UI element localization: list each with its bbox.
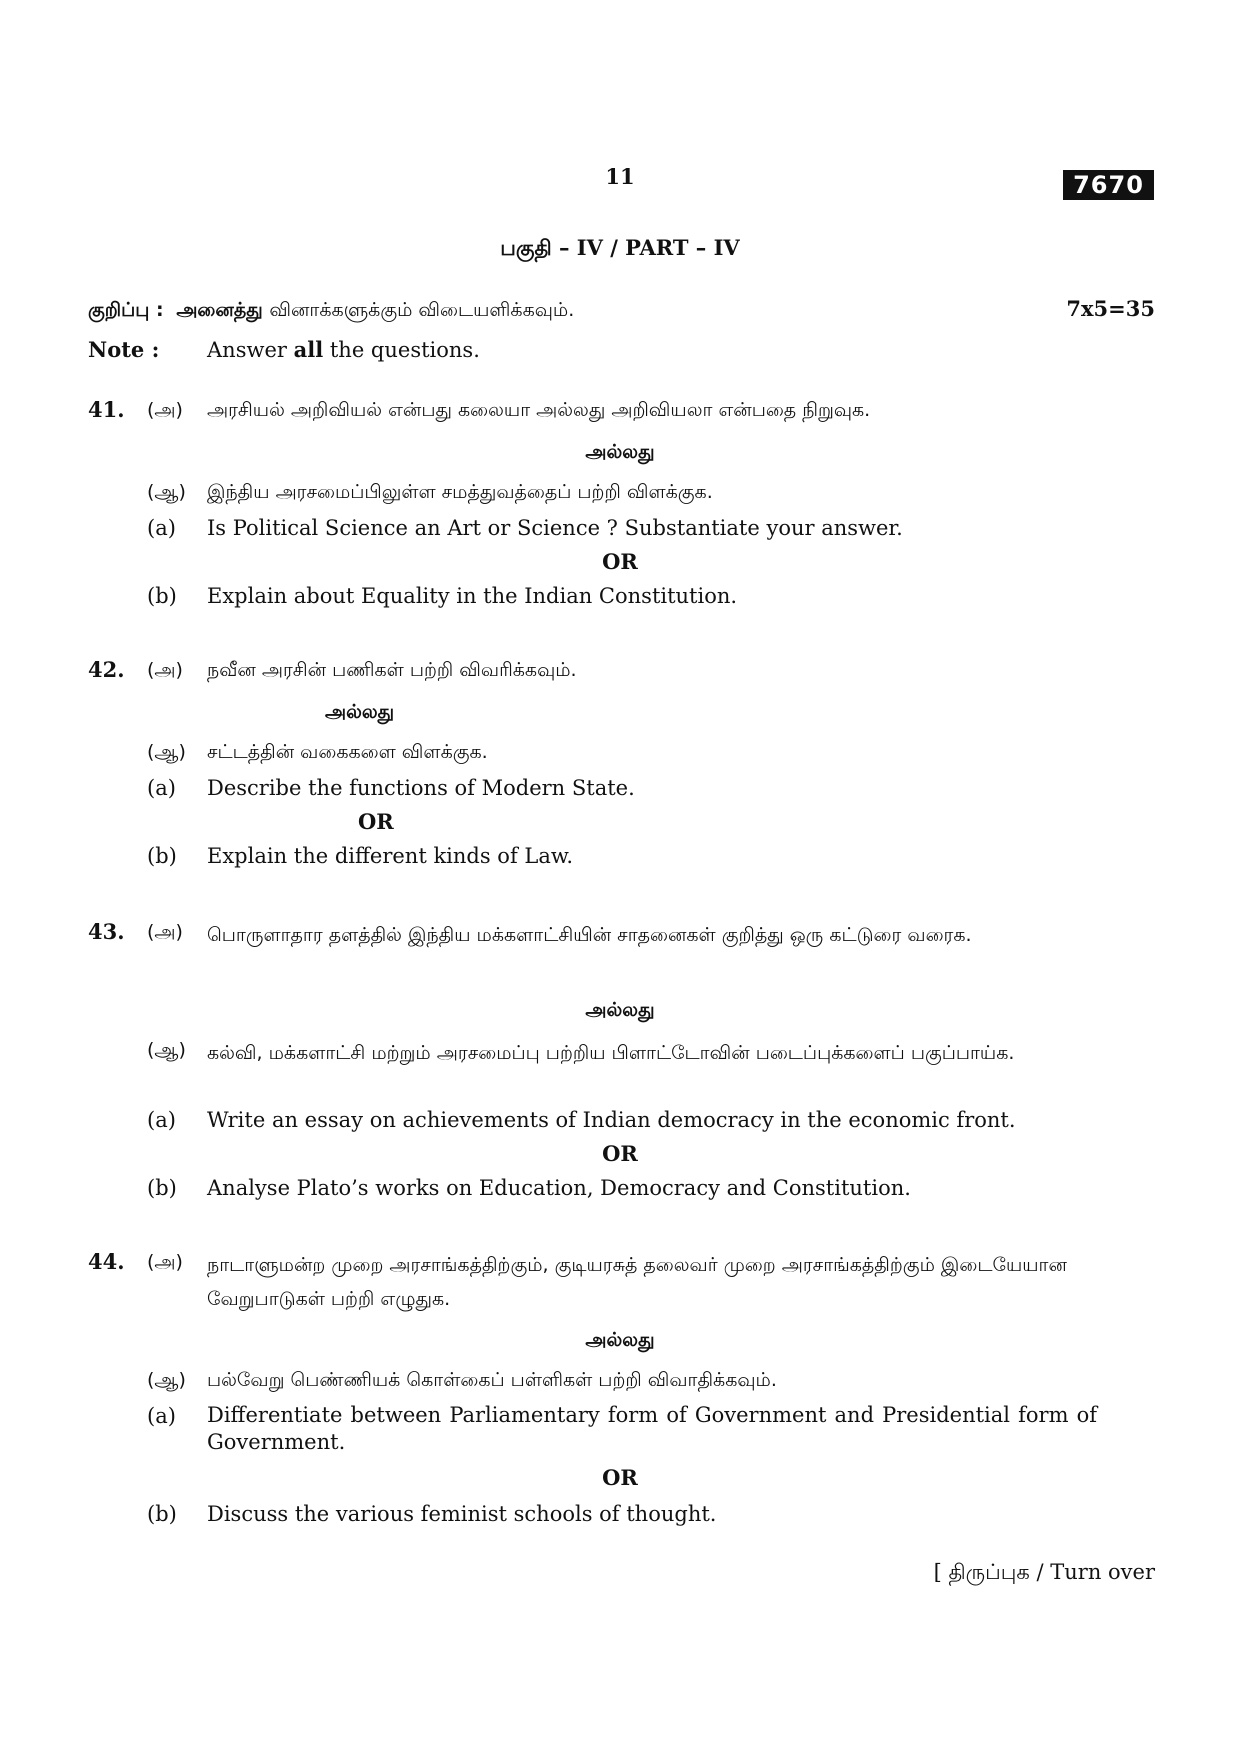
or-divider-english: OR — [602, 1465, 638, 1490]
option-label: (b) — [147, 1502, 177, 1526]
or-divider-tamil: அல்லது — [585, 441, 655, 463]
or-divider-tamil: அல்லது — [585, 999, 655, 1021]
question-text-tamil-b: பல்வேறு பெண்ணியக் கொள்கைப் பள்ளிகள் பற்றி விவாதிக்கவும். — [207, 1369, 777, 1391]
paper-code-badge: 7670 — [1063, 170, 1154, 200]
option-label: (b) — [147, 844, 177, 868]
question-text-english-b: Explain about Equality in the Indian Constitution. — [207, 584, 738, 608]
question-text-english-a: Write an essay on achievements of Indian democracy in the economic front. — [207, 1108, 1016, 1132]
option-label: (அ) — [147, 921, 183, 943]
question-number: 42. — [88, 657, 125, 682]
question-text-tamil-b: இந்திய அரசமைப்பிலுள்ள சமத்துவத்தைப் பற்றி விளக்குக. — [207, 481, 713, 503]
or-divider-tamil: அல்லது — [325, 701, 395, 723]
question-text-tamil-a: அரசியல் அறிவியல் என்பது கலையா அல்லது அறிவியலா என்பதை நிறுவுக. — [207, 399, 871, 421]
option-label: (அ) — [147, 1251, 183, 1273]
option-label: (ஆ) — [147, 1369, 186, 1391]
option-label: (ஆ) — [147, 481, 186, 503]
part-title: பகுதி – IV / PART – IV — [500, 235, 740, 260]
tamil-note — [88, 295, 574, 324]
english-note-bold: all — [293, 337, 324, 362]
english-note-pre: Answer — [207, 338, 287, 362]
or-divider-tamil: அல்லது — [585, 1329, 655, 1351]
option-label: (a) — [147, 1404, 176, 1428]
page-number: 11 — [605, 164, 635, 189]
tamil-note-label: குறிப்பு : — [88, 299, 164, 321]
question-text-english-a: Is Political Science an Art or Science ? Substantiate your answer. — [207, 516, 903, 540]
option-label: (a) — [147, 776, 176, 800]
question-number: 41. — [88, 397, 125, 422]
english-note — [207, 336, 480, 364]
tamil-note-bold: அனைத்து — [176, 299, 263, 321]
option-label: (a) — [147, 516, 176, 540]
tamil-note-text: வினாக்களுக்கும் விடையளிக்கவும். — [269, 299, 575, 321]
question-text-english-b: Analyse Plato’s works on Education, Democracy and Constitution. — [207, 1176, 911, 1200]
or-divider-english: OR — [358, 809, 394, 834]
option-label: (அ) — [147, 399, 183, 421]
option-label: (ஆ) — [147, 741, 186, 763]
marks-allocation: 7x5=35 — [1066, 296, 1155, 321]
turn-over-note: [ திருப்புக / Turn over — [933, 1560, 1155, 1584]
option-label: (a) — [147, 1108, 176, 1132]
question-text-english-b: Explain the different kinds of Law. — [207, 844, 574, 868]
question-text-tamil-b: சட்டத்தின் வகைகளை விளக்குக. — [207, 741, 488, 763]
question-text-tamil-a: நவீன அரசின் பணிகள் பற்றி விவரிக்கவும். — [207, 659, 577, 681]
option-label: (b) — [147, 1176, 177, 1200]
option-label: (அ) — [147, 659, 183, 681]
or-divider-english: OR — [602, 549, 638, 574]
question-text-tamil-a: நாடாளுமன்ற முறை அரசாங்கத்திற்கும், குடியரசுத் தலைவர் முறை அரசாங்கத்திற்கும் இடையேயான வேறுபாடுகள் பற்றி எழுதுக. — [207, 1254, 1067, 1310]
option-label: (ஆ) — [147, 1039, 186, 1061]
or-divider-english: OR — [602, 1141, 638, 1166]
question-number: 43. — [88, 919, 125, 944]
option-label: (b) — [147, 584, 177, 608]
english-note-label: Note : — [88, 337, 160, 362]
question-text-english-a: Differentiate between Parliamentary form of Government and Presidential form of Government. — [207, 1403, 1097, 1454]
question-text-english-b: Discuss the various feminist schools of thought. — [207, 1502, 717, 1526]
question-text-tamil-b: கல்வி, மக்களாட்சி மற்றும் அரசமைப்பு பற்றிய பிளாட்டோவின் படைப்புக்களைப் பகுப்பாய்க. — [207, 1042, 1015, 1064]
question-text-english-a: Describe the functions of Modern State. — [207, 776, 635, 800]
question-text-tamil-a: பொருளாதார தளத்தில் இந்திய மக்களாட்சியின் சாதனைகள் குறித்து ஒரு கட்டுரை வரைக. — [207, 924, 972, 946]
english-note-post: the questions. — [329, 338, 480, 362]
question-number: 44. — [88, 1249, 125, 1274]
